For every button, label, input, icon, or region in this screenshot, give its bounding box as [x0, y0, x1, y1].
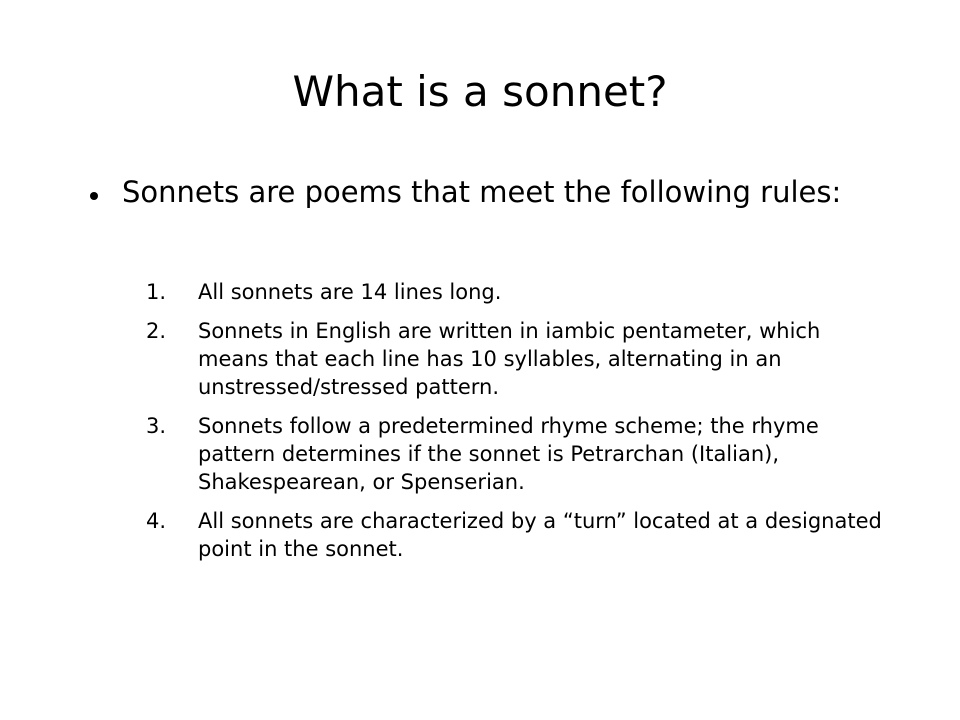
rule-text: Sonnets follow a predetermined rhyme scheme; the rhyme pattern determines if the sonnet is Petrarchan (Italian), Shakespearean, or Spenserian. — [198, 414, 819, 494]
rule-number: 1. — [146, 280, 167, 304]
rule-text: All sonnets are characterized by a “turn” located at a designated point in the sonnet. — [198, 509, 882, 561]
rule-item-1 — [146, 278, 886, 306]
rules-list — [146, 278, 886, 574]
rule-number: 4. — [146, 509, 167, 533]
rule-number: 3. — [146, 414, 167, 438]
rule-item-2 — [146, 317, 886, 401]
rule-number: 2. — [146, 319, 167, 343]
bullet-dot-icon — [90, 192, 98, 200]
slide-title: What is a sonnet? — [292, 67, 668, 116]
main-bullet-text: Sonnets are poems that meet the following rules: — [122, 175, 842, 209]
rule-text: Sonnets in English are written in iambic pentameter, which means that each line has 10 syllables, alternating in an unstressed/stressed pattern. — [198, 319, 821, 399]
rule-item-3 — [146, 412, 886, 496]
rule-item-4 — [146, 507, 886, 563]
rule-text: All sonnets are 14 lines long. — [198, 280, 502, 304]
